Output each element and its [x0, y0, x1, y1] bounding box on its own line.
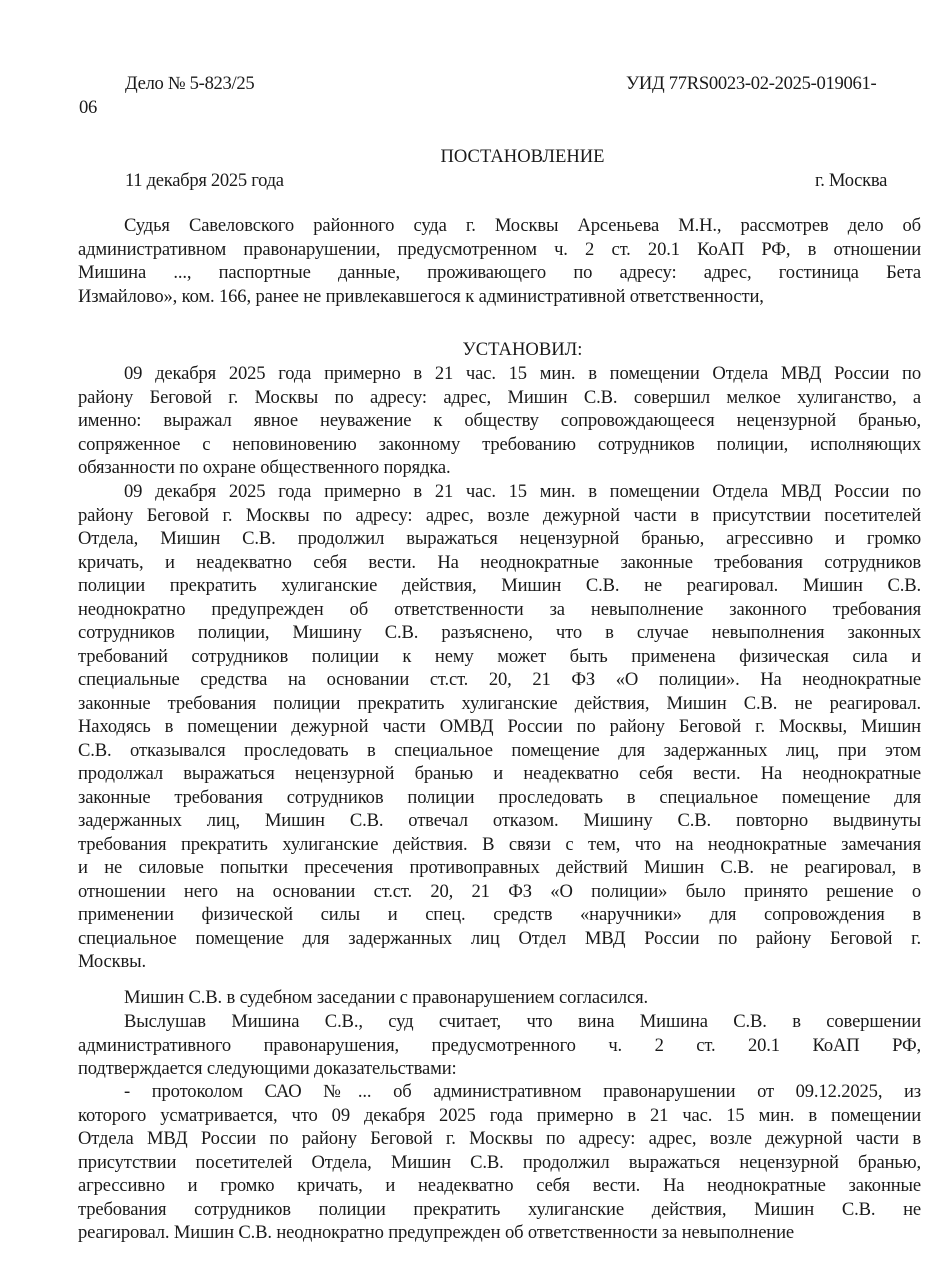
events-paragraph-line: и не силовые попытки пресечения противоправных действий Мишин С.В. не реагировал, в	[78, 857, 921, 878]
facts-paragraph-line: району Беговой г. Москвы по адресу: адрес, Мишин С.В. совершил мелкое хулиганство, а	[78, 386, 921, 408]
events-paragraph-line: неоднократно предупрежден об ответственности за невыполнение законного требования	[78, 598, 921, 620]
intro-paragraph-line: Мишина ..., паспортные данные, проживающего по адресу: адрес, гостиница Бета	[78, 262, 921, 283]
facts-paragraph-line: сопряженное с неповиновению законному требованию сотрудников полиции, исполняющих	[78, 433, 921, 455]
events-paragraph-line: требования прекратить хулиганские действия. В связи с тем, что на неоднократные замечания	[78, 833, 921, 855]
events-paragraph-line: полиции прекратить хулиганские действия, Мишин С.В. не реагировал. Мишин С.В.	[78, 575, 921, 596]
intro-paragraph-line: административном правонарушении, предусмотренном ч. 2 ст. 20.1 КоАП РФ, в отношении	[78, 238, 921, 260]
court-finding-paragraph-line: административного правонарушения, предусмотренного ч. 2 ст. 20.1 КоАП РФ,	[78, 1034, 921, 1056]
evidence-item-line: требования сотрудников полиции прекратить хулиганские действия, Мишин С.В. не	[78, 1198, 921, 1220]
events-paragraph-line: сотрудников полиции, Мишину С.В. разъяснено, что в случае невыполнения законных	[78, 622, 921, 643]
evidence-item-line: присутствии посетителей Отдела, Мишин С.В. продолжил выражаться нецензурной бранью,	[78, 1151, 921, 1173]
intro-paragraph-line: Судья Савеловского районного суда г. Москвы Арсеньева М.Н., рассмотрев дело об	[124, 215, 921, 236]
events-paragraph-line: Отдела, Мишин С.В. продолжил выражаться нецензурной бранью, агрессивно и громко	[78, 528, 921, 549]
document-title: ПОСТАНОВЛЕНИЕ	[440, 146, 605, 167]
evidence-item-line: которого усматривается, что 09 декабря 2025 года примерно в 21 час. 15 мин. в помещении	[78, 1104, 921, 1126]
uid-line-1: УИД 77RS0023-02-2025-019061-	[626, 73, 877, 94]
document-city: г. Москва	[815, 170, 888, 191]
court-finding-paragraph-line: подтверждается следующими доказательствами:	[78, 1058, 457, 1079]
court-finding-paragraph-line: Выслушав Мишина С.В., суд считает, что вина Мишина С.В. в совершении	[124, 1011, 921, 1032]
evidence-item-line: агрессивно и громко кричать, и неадекватно себя вести. На неоднократные законные	[78, 1175, 921, 1196]
document-date: 11 декабря 2025 года	[125, 170, 284, 191]
evidence-item-line: - протоколом САО №... об административном правонарушении от 09.12.2025, из	[124, 1081, 921, 1102]
events-paragraph-line: 09 декабря 2025 года примерно в 21 час. 15 мин. в помещении Отдела МВД России по	[124, 481, 921, 502]
events-paragraph-line: С.В. отказывался проследовать в специальное помещение для задержанных лиц, при этом	[78, 739, 921, 761]
events-paragraph-line: району Беговой г. Москвы по адресу: адрес, возле дежурной части в присутствии посетителей	[78, 504, 921, 526]
events-paragraph-line: специальное помещение для задержанных лиц Отдел МВД России по району Беговой г.	[78, 927, 921, 949]
facts-paragraph-line: 09 декабря 2025 года примерно в 21 час. 15 мин. в помещении Отдела МВД России по	[124, 363, 921, 384]
events-paragraph-line: продолжал выражаться нецензурной бранью и неадекватно себя вести. На неоднократные	[78, 763, 921, 784]
events-paragraph-line: специальные средства на основании ст.ст. 20, 21 ФЗ «О полиции». На неоднократные	[78, 669, 921, 690]
intro-paragraph-line: Измайлово», ком. 166, ранее не привлекавшегося к административной ответственности,	[78, 285, 764, 307]
evidence-item-line: реагировал. Мишин С.В. неоднократно предупрежден об ответственности за невыполнение	[78, 1222, 795, 1243]
uid-line-2: 06	[79, 97, 97, 118]
events-paragraph-line: применении физической силы и спец. средств «наручники» для сопровождения в	[78, 904, 921, 925]
facts-paragraph-line: обязанности по охране общественного порядка.	[78, 457, 451, 478]
plea-paragraph-line: Мишин С.В. в судебном заседании с правонарушением согласился.	[124, 987, 649, 1008]
events-paragraph-line: требований сотрудников полиции к нему может быть применена физическая сила и	[78, 645, 921, 667]
events-paragraph-line: Москвы.	[78, 951, 146, 972]
section-heading: УСТАНОВИЛ:	[462, 339, 583, 360]
case-number: Дело № 5-823/25	[125, 73, 255, 94]
events-paragraph-line: отношении него на основании ст.ст. 20, 21 ФЗ «О полиции» было принято решение о	[78, 880, 921, 902]
facts-paragraph-line: именно: выражал явное неуважение к обществу сопровождающееся нецензурной бранью,	[78, 410, 921, 431]
events-paragraph-line: Находясь в помещении дежурной части ОМВД России по району Беговой г. Москвы, Мишин	[78, 716, 921, 737]
evidence-item-line: Отдела МВД России по району Беговой г. Москвы по адресу: адрес, возле дежурной части в	[78, 1128, 921, 1149]
events-paragraph-line: кричать, и неадекватно себя вести. На неоднократные законные требования сотрудников	[78, 551, 921, 573]
events-paragraph-line: законные требования сотрудников полиции проследовать в специальное помещение для	[78, 786, 921, 808]
events-paragraph-line: законные требования полиции прекратить хулиганские действия, Мишин С.В. не реагировал.	[78, 692, 921, 714]
events-paragraph-line: задержанных лиц, Мишин С.В. отвечал отказом. Мишину С.В. повторно выдвинуты	[78, 810, 921, 831]
